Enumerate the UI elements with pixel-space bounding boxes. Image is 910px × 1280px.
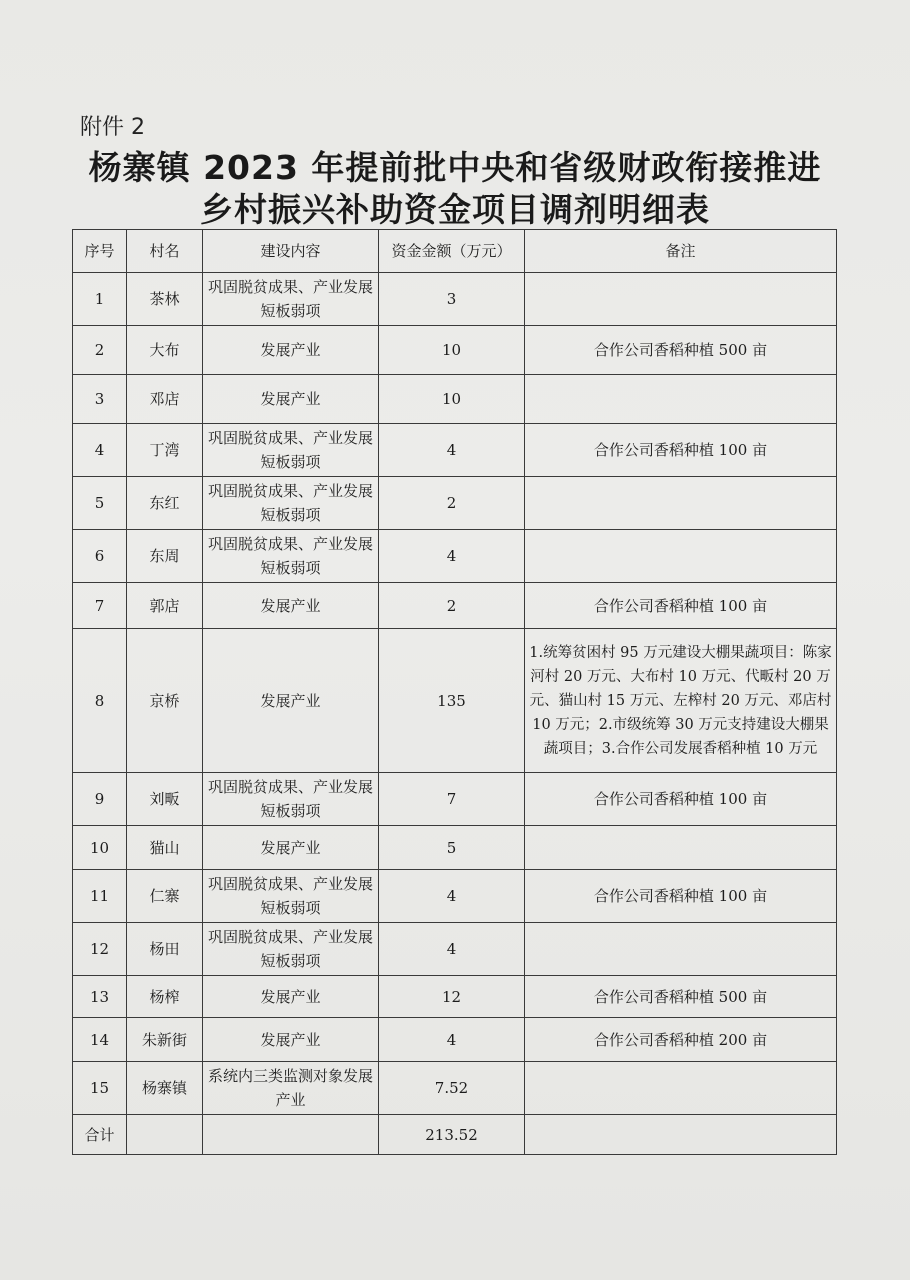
row-amount: 4 <box>379 1018 525 1062</box>
row-no: 11 <box>73 870 127 923</box>
row-village: 东红 <box>127 477 203 530</box>
row-note: 1.统筹贫困村 95 万元建设大棚果蔬项目：陈家河村 20 万元、大布村 10 万元、代畈村 20 万元、猫山村 15 万元、左榨村 20 万元、邓店村 10 万元；2.市级统筹 30 万元支持建设大棚果蔬项目；3.合作公司发展香稻种植 10 万元 <box>525 629 837 773</box>
header-amount: 资金金额（万元） <box>379 230 525 273</box>
row-village: 丁湾 <box>127 424 203 477</box>
total-note-empty <box>525 1115 837 1155</box>
table-row <box>73 976 837 1018</box>
row-village: 茶林 <box>127 273 203 326</box>
title-line-1: 杨寨镇 2023 年提前批中央和省级财政衔接推进 <box>88 148 822 187</box>
row-amount: 10 <box>379 375 525 424</box>
row-note: 合作公司香稻种植 100 亩 <box>525 870 837 923</box>
row-village: 郭店 <box>127 583 203 629</box>
row-no: 10 <box>73 826 127 870</box>
row-amount: 4 <box>379 870 525 923</box>
row-no: 3 <box>73 375 127 424</box>
table-row <box>73 583 837 629</box>
row-amount: 10 <box>379 326 525 375</box>
row-village: 大布 <box>127 326 203 375</box>
row-no: 13 <box>73 976 127 1018</box>
title-line-2: 乡村振兴补助资金项目调剂明细表 <box>200 190 710 229</box>
row-amount: 3 <box>379 273 525 326</box>
row-village: 仁寨 <box>127 870 203 923</box>
row-no: 6 <box>73 530 127 583</box>
header-note: 备注 <box>525 230 837 273</box>
total-village-empty <box>127 1115 203 1155</box>
table-row <box>73 773 837 826</box>
header-content: 建设内容 <box>203 230 379 273</box>
row-content: 发展产业 <box>203 826 379 870</box>
row-note <box>525 923 837 976</box>
row-content: 巩固脱贫成果、产业发展短板弱项 <box>203 424 379 477</box>
row-amount: 7 <box>379 773 525 826</box>
row-no: 9 <box>73 773 127 826</box>
row-content: 巩固脱贫成果、产业发展短板弱项 <box>203 923 379 976</box>
row-content: 巩固脱贫成果、产业发展短板弱项 <box>203 273 379 326</box>
row-content: 系统内三类监测对象发展产业 <box>203 1062 379 1115</box>
table-row <box>73 477 837 530</box>
row-amount: 135 <box>379 629 525 773</box>
row-note: 合作公司香稻种植 500 亩 <box>525 326 837 375</box>
table-row <box>73 375 837 424</box>
row-note: 合作公司香稻种植 100 亩 <box>525 583 837 629</box>
row-village: 猫山 <box>127 826 203 870</box>
table-row <box>73 870 837 923</box>
header-row <box>73 230 837 273</box>
row-content: 发展产业 <box>203 583 379 629</box>
row-amount: 4 <box>379 424 525 477</box>
row-amount: 4 <box>379 923 525 976</box>
row-no: 1 <box>73 273 127 326</box>
row-note: 合作公司香稻种植 500 亩 <box>525 976 837 1018</box>
row-no: 7 <box>73 583 127 629</box>
table-row <box>73 424 837 477</box>
row-content: 巩固脱贫成果、产业发展短板弱项 <box>203 773 379 826</box>
row-village: 刘畈 <box>127 773 203 826</box>
row-village: 京桥 <box>127 629 203 773</box>
row-note <box>525 375 837 424</box>
row-amount: 4 <box>379 530 525 583</box>
row-no: 12 <box>73 923 127 976</box>
row-village: 东周 <box>127 530 203 583</box>
row-note: 合作公司香稻种植 200 亩 <box>525 1018 837 1062</box>
row-no: 8 <box>73 629 127 773</box>
row-content: 发展产业 <box>203 629 379 773</box>
row-note: 合作公司香稻种植 100 亩 <box>525 773 837 826</box>
row-village: 杨田 <box>127 923 203 976</box>
row-content: 巩固脱贫成果、产业发展短板弱项 <box>203 530 379 583</box>
table-row <box>73 923 837 976</box>
total-row <box>73 1115 837 1155</box>
row-no: 2 <box>73 326 127 375</box>
row-content: 发展产业 <box>203 976 379 1018</box>
row-content: 发展产业 <box>203 375 379 424</box>
row-amount: 12 <box>379 976 525 1018</box>
total-content-empty <box>203 1115 379 1155</box>
header-village: 村名 <box>127 230 203 273</box>
row-note <box>525 1062 837 1115</box>
row-note <box>525 826 837 870</box>
table-row <box>73 826 837 870</box>
table-row <box>73 1062 837 1115</box>
total-amount: 213.52 <box>379 1115 525 1155</box>
row-no: 5 <box>73 477 127 530</box>
row-village: 邓店 <box>127 375 203 424</box>
row-amount: 7.52 <box>379 1062 525 1115</box>
table-row <box>73 1018 837 1062</box>
table-row <box>73 326 837 375</box>
funding-table <box>72 229 837 1155</box>
total-label: 合计 <box>73 1115 127 1155</box>
row-content: 发展产业 <box>203 326 379 375</box>
row-village: 杨榨 <box>127 976 203 1018</box>
row-note <box>525 530 837 583</box>
table-row <box>73 530 837 583</box>
row-no: 4 <box>73 424 127 477</box>
row-amount: 2 <box>379 583 525 629</box>
header-no: 序号 <box>73 230 127 273</box>
row-content: 发展产业 <box>203 1018 379 1062</box>
row-note: 合作公司香稻种植 100 亩 <box>525 424 837 477</box>
row-village: 杨寨镇 <box>127 1062 203 1115</box>
table-row <box>73 629 837 773</box>
row-no: 15 <box>73 1062 127 1115</box>
attachment-label: 附件 2 <box>80 115 145 140</box>
row-village: 朱新街 <box>127 1018 203 1062</box>
row-no: 14 <box>73 1018 127 1062</box>
table-row <box>73 273 837 326</box>
row-amount: 2 <box>379 477 525 530</box>
row-content: 巩固脱贫成果、产业发展短板弱项 <box>203 477 379 530</box>
row-note <box>525 273 837 326</box>
row-note <box>525 477 837 530</box>
row-content: 巩固脱贫成果、产业发展短板弱项 <box>203 870 379 923</box>
row-amount: 5 <box>379 826 525 870</box>
